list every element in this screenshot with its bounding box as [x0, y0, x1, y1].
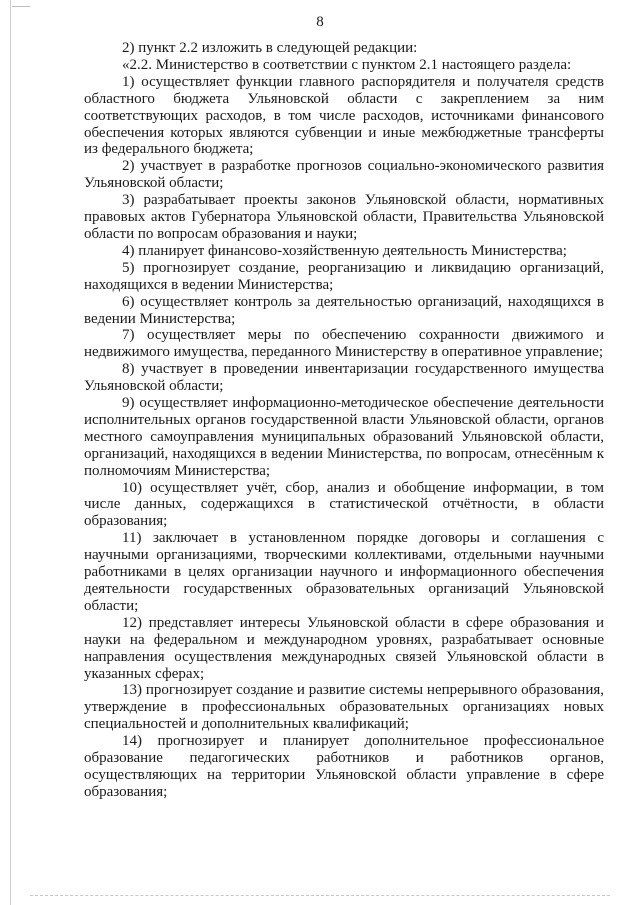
- paragraph-item-13: 13) прогнозирует создание и развитие системы непрерывного образования, утверждение в профессиональных образовательных организациях новых специальностей и дополнительных квалификаций;: [84, 682, 604, 733]
- scan-edge-line: [10, 0, 11, 905]
- scan-corner-mark: [12, 6, 30, 7]
- paragraph-item-4: 4) планирует финансово-хозяйственную деятельность Министерства;: [122, 242, 567, 259]
- paragraph-amendment-intro: 2) пункт 2.2 изложить в следующей редакции:: [122, 40, 418, 56]
- paragraph-item-6: 6) осуществляет контроль за деятельностью организаций, находящихся в ведении Министерства;: [84, 293, 604, 327]
- paragraph-item-14: 14) прогнозирует и планирует дополнительное профессиональное образование педагогических работников и работников органов, осуществляющих на территории Ульяновской области управление в сфере образования;: [84, 733, 604, 800]
- paragraph-item-2: 2) участвует в разработке прогнозов социально-экономического развития Ульяновской области;: [84, 158, 604, 192]
- paragraph-item-7: 7) осуществляет меры по обеспечению сохранности движимого и недвижимого имущества, переданного Министерству в оперативное управление;: [84, 327, 604, 361]
- paragraph-item-8: 8) участвует в проведении инвентаризации государственного имущества Ульяновской области;: [84, 361, 604, 395]
- paragraph-item-1: 1) осуществляет функции главного распорядителя и получателя средств областного бюджета Ульяновской области с закреплением за ним соответствующих расходов, в том числе расходов, источниками финансового обеспечения которых являются субвенции и иные межбюджетные трансферты из федерального бюджета;: [84, 73, 604, 158]
- paragraph-item-3: 3) разрабатывает проекты законов Ульяновской области, нормативных правовых актов Губернатора Ульяновской области, Правительства Ульяновской области по вопросам образования и науки;: [84, 192, 604, 242]
- paragraph-section-2-2: «2.2. Министерство в соответствии с пунктом 2.1 настоящего раздела:: [122, 56, 572, 73]
- paragraph-item-11: 11) заключает в установленном порядке договоры и соглашения с научными организациями, творческими коллективами, отдельными научными работниками в целях организации научного и информационного обеспечения деятельности государственных образовательных организаций Ульяновской области;: [84, 530, 604, 614]
- paragraph-item-12: 12) представляет интересы Ульяновской области в сфере образования и науки на федеральном и международном уровнях, разрабатывает основные направления осуществления международных связей Ульяновской области в указанных сферах;: [84, 614, 604, 682]
- paragraph-item-5: 5) прогнозирует создание, реорганизацию и ликвидацию организаций, находящихся в ведении Министерства;: [84, 259, 604, 293]
- page-number: 8: [316, 14, 324, 30]
- paragraph-item-10: 10) осуществляет учёт, сбор, анализ и обобщение информации, в том числе данных, содержащихся в статистической отчётности, в области образования;: [84, 479, 604, 530]
- document-body: [84, 40, 604, 801]
- bottom-scan-rule: [30, 895, 610, 897]
- paragraph-item-9: 9) осуществляет информационно-методическое обеспечение деятельности исполнительных органов государственной власти Ульяновской области, органов местного самоуправления муниципальных образований Ульяновской области, организаций, находящихся в ведении Министерства, по вопросам, отнесённым к полномочиям Министерства;: [84, 395, 604, 479]
